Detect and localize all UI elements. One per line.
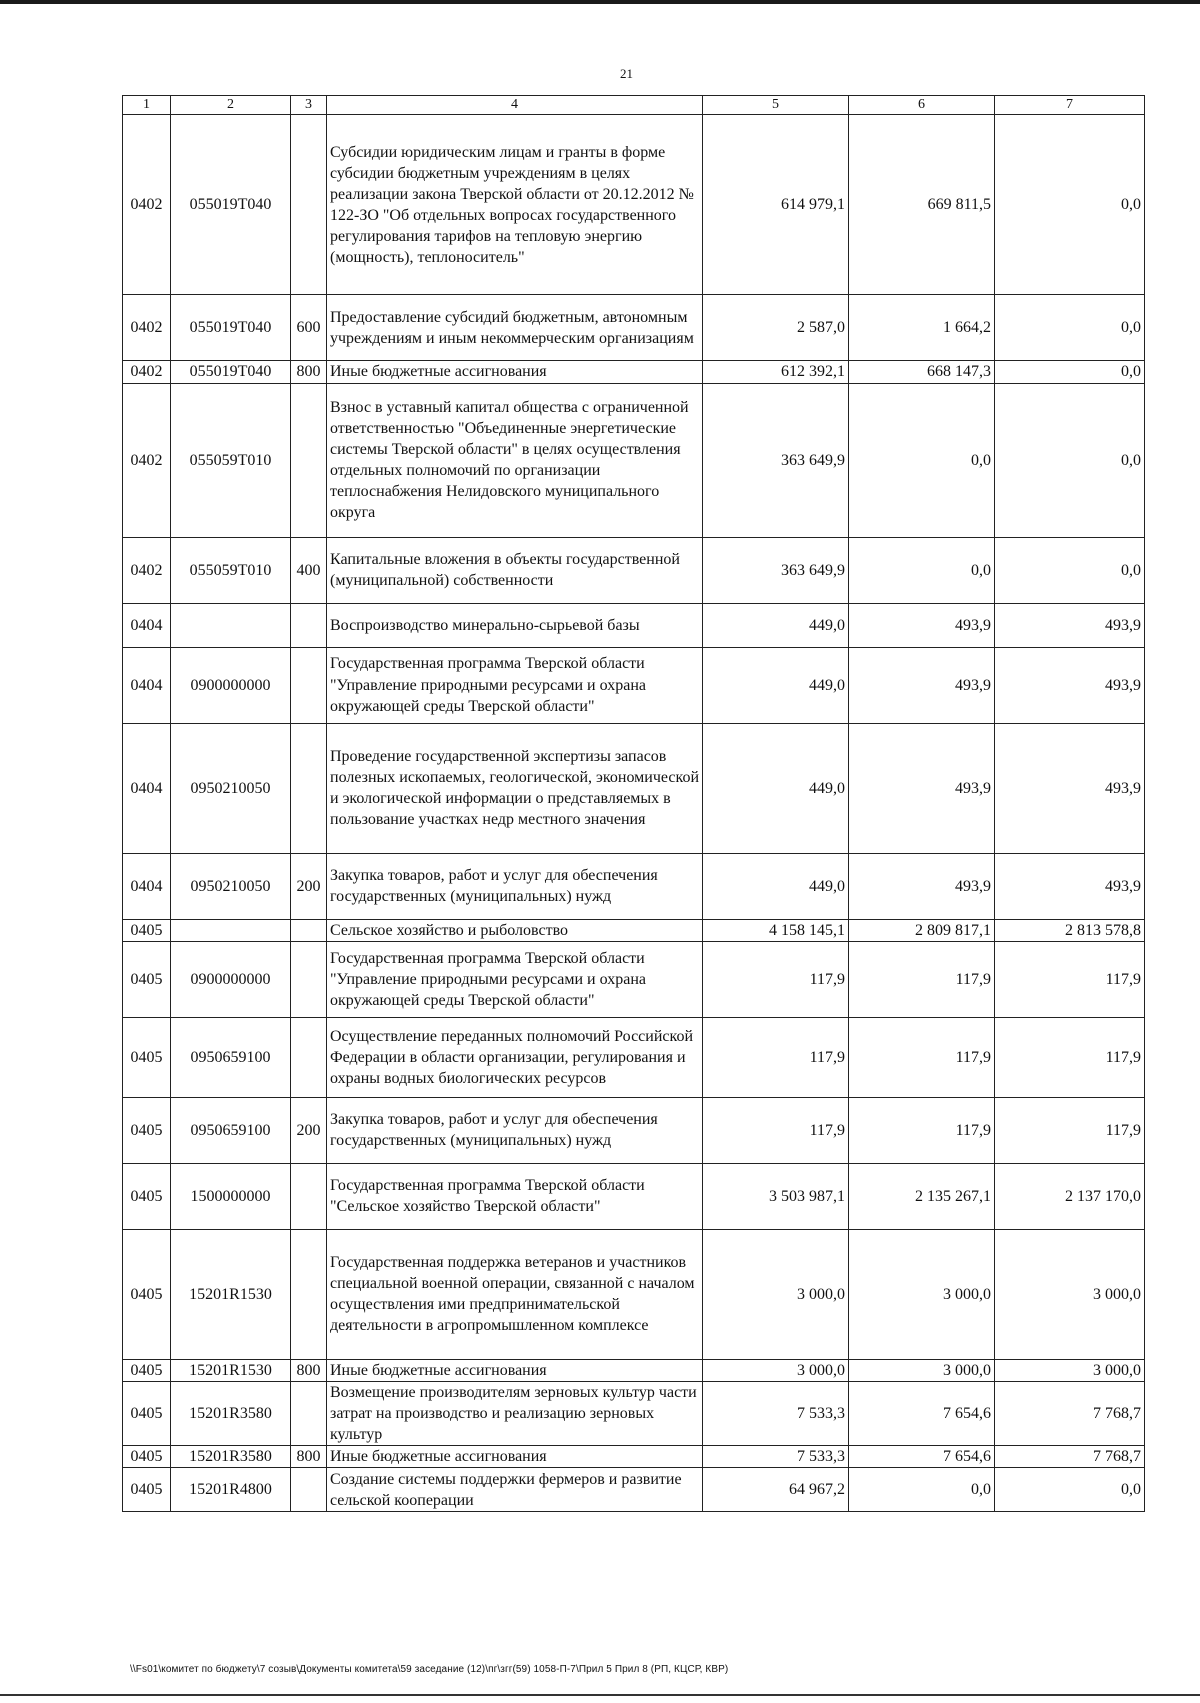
amount-col7: 117,9 — [995, 941, 1145, 1017]
description: Капитальные вложения в объекты государственной (муниципальной) собственности — [327, 537, 703, 603]
bottom-border-line — [0, 1694, 1200, 1696]
budget-table — [122, 95, 1145, 1512]
code-expense-type — [291, 941, 327, 1017]
description: Предоставление субсидий бюджетным, автономным учреждениям и иным некоммерческим организациям — [327, 295, 703, 361]
description: Иные бюджетные ассигнования — [327, 1359, 703, 1381]
code-section: 0404 — [123, 853, 171, 919]
amount-col5: 449,0 — [703, 603, 849, 647]
code-target: 1500000000 — [171, 1163, 291, 1229]
amount-col7: 3 000,0 — [995, 1229, 1145, 1359]
amount-col6: 2 809 817,1 — [849, 919, 995, 941]
amount-col6: 0,0 — [849, 1468, 995, 1512]
description: Проведение государственной экспертизы запасов полезных ископаемых, геологической, экономической и экологической информации о представляемых в пользование участках недр местного значения — [327, 723, 703, 853]
amount-col6: 493,9 — [849, 647, 995, 723]
amount-col5: 3 000,0 — [703, 1229, 849, 1359]
amount-col7: 0,0 — [995, 115, 1145, 295]
amount-col6: 7 654,6 — [849, 1381, 995, 1445]
amount-col6: 3 000,0 — [849, 1229, 995, 1359]
code-expense-type — [291, 647, 327, 723]
table-row — [123, 537, 1145, 603]
amount-col5: 614 979,1 — [703, 115, 849, 295]
description: Закупка товаров, работ и услуг для обеспечения государственных (муниципальных) нужд — [327, 1097, 703, 1163]
amount-col7: 493,9 — [995, 647, 1145, 723]
amount-col7: 117,9 — [995, 1097, 1145, 1163]
column-header: 5 — [703, 96, 849, 115]
table-row — [123, 1229, 1145, 1359]
table-row — [123, 941, 1145, 1017]
code-section: 0405 — [123, 941, 171, 1017]
table-row — [123, 115, 1145, 295]
code-expense-type — [291, 383, 327, 537]
description: Государственная поддержка ветеранов и участников специальной военной операции, связанной с началом осуществления ими предпринимательской деятельности в агропромышленном комплексе — [327, 1229, 703, 1359]
code-target: 15201R3580 — [171, 1446, 291, 1468]
code-target: 0900000000 — [171, 941, 291, 1017]
column-header: 3 — [291, 96, 327, 115]
code-section: 0405 — [123, 1229, 171, 1359]
amount-col7: 2 137 170,0 — [995, 1163, 1145, 1229]
code-expense-type: 400 — [291, 537, 327, 603]
code-target: 055059Т010 — [171, 537, 291, 603]
table-row — [123, 723, 1145, 853]
code-section: 0405 — [123, 1468, 171, 1512]
table-row — [123, 1381, 1145, 1445]
description: Осуществление переданных полномочий Российской Федерации в области организации, регулирования и охраны водных биологических ресурсов — [327, 1017, 703, 1097]
code-target: 055019Т040 — [171, 295, 291, 361]
amount-col6: 669 811,5 — [849, 115, 995, 295]
code-expense-type: 800 — [291, 1359, 327, 1381]
amount-col7: 2 813 578,8 — [995, 919, 1145, 941]
amount-col5: 117,9 — [703, 1017, 849, 1097]
table-row — [123, 919, 1145, 941]
code-expense-type — [291, 1163, 327, 1229]
code-expense-type: 200 — [291, 1097, 327, 1163]
amount-col6: 117,9 — [849, 1017, 995, 1097]
code-section: 0402 — [123, 383, 171, 537]
amount-col5: 117,9 — [703, 1097, 849, 1163]
amount-col6: 668 147,3 — [849, 361, 995, 383]
amount-col7: 493,9 — [995, 723, 1145, 853]
column-header: 4 — [327, 96, 703, 115]
column-number-row — [123, 96, 1145, 115]
code-section: 0404 — [123, 647, 171, 723]
amount-col7: 0,0 — [995, 1468, 1145, 1512]
amount-col7: 0,0 — [995, 537, 1145, 603]
table-row — [123, 1446, 1145, 1468]
amount-col6: 3 000,0 — [849, 1359, 995, 1381]
amount-col5: 449,0 — [703, 647, 849, 723]
amount-col5: 4 158 145,1 — [703, 919, 849, 941]
amount-col7: 7 768,7 — [995, 1381, 1145, 1445]
code-target: 055019Т040 — [171, 361, 291, 383]
code-expense-type — [291, 1381, 327, 1445]
amount-col6: 117,9 — [849, 1097, 995, 1163]
amount-col5: 117,9 — [703, 941, 849, 1017]
description: Создание системы поддержки фермеров и развитие сельской кооперации — [327, 1468, 703, 1512]
amount-col5: 7 533,3 — [703, 1446, 849, 1468]
description: Сельское хозяйство и рыболовство — [327, 919, 703, 941]
code-section: 0405 — [123, 919, 171, 941]
amount-col7: 3 000,0 — [995, 1359, 1145, 1381]
column-header: 2 — [171, 96, 291, 115]
column-header: 1 — [123, 96, 171, 115]
code-target: 15201R1530 — [171, 1229, 291, 1359]
amount-col5: 363 649,9 — [703, 537, 849, 603]
amount-col7: 0,0 — [995, 361, 1145, 383]
code-section: 0405 — [123, 1097, 171, 1163]
description: Взнос в уставный капитал общества с ограниченной ответственностью "Объединенные энергетические системы Тверской области" в целях осуществления отдельных полномочий по организации теплоснабжения Нелидовского муниципального округа — [327, 383, 703, 537]
code-section: 0402 — [123, 295, 171, 361]
amount-col6: 2 135 267,1 — [849, 1163, 995, 1229]
amount-col5: 3 503 987,1 — [703, 1163, 849, 1229]
amount-col7: 7 768,7 — [995, 1446, 1145, 1468]
code-target: 055059Т010 — [171, 383, 291, 537]
description: Возмещение производителям зерновых культур части затрат на производство и реализацию зерновых культур — [327, 1381, 703, 1445]
amount-col7: 117,9 — [995, 1017, 1145, 1097]
amount-col5: 449,0 — [703, 723, 849, 853]
amount-col6: 117,9 — [849, 941, 995, 1017]
code-section: 0405 — [123, 1381, 171, 1445]
code-expense-type: 800 — [291, 1446, 327, 1468]
code-target: 15201R4800 — [171, 1468, 291, 1512]
description: Иные бюджетные ассигнования — [327, 361, 703, 383]
code-section: 0402 — [123, 115, 171, 295]
code-section: 0405 — [123, 1017, 171, 1097]
table-row — [123, 1163, 1145, 1229]
code-target — [171, 603, 291, 647]
code-expense-type — [291, 723, 327, 853]
code-expense-type — [291, 1229, 327, 1359]
code-section: 0402 — [123, 537, 171, 603]
description: Закупка товаров, работ и услуг для обеспечения государственных (муниципальных) нужд — [327, 853, 703, 919]
description: Иные бюджетные ассигнования — [327, 1446, 703, 1468]
code-target: 0950210050 — [171, 723, 291, 853]
code-expense-type — [291, 115, 327, 295]
table-row — [123, 383, 1145, 537]
code-target: 055019Т040 — [171, 115, 291, 295]
amount-col7: 0,0 — [995, 383, 1145, 537]
amount-col7: 493,9 — [995, 603, 1145, 647]
table-row — [123, 603, 1145, 647]
table-row — [123, 1359, 1145, 1381]
code-expense-type — [291, 603, 327, 647]
table-row — [123, 361, 1145, 383]
amount-col6: 493,9 — [849, 853, 995, 919]
code-target: 15201R1530 — [171, 1359, 291, 1381]
code-section: 0405 — [123, 1446, 171, 1468]
code-section: 0405 — [123, 1163, 171, 1229]
table-row — [123, 1097, 1145, 1163]
code-target: 0900000000 — [171, 647, 291, 723]
amount-col6: 0,0 — [849, 383, 995, 537]
description: Субсидии юридическим лицам и гранты в форме субсидии бюджетным учреждениям в целях реализации закона Тверской области от 20.12.2012 № 122-ЗО "Об отдельных вопросах государственного регулирования тарифов на тепловую энергию (мощность), теплоноситель" — [327, 115, 703, 295]
top-border-line — [0, 0, 1200, 4]
column-header: 6 — [849, 96, 995, 115]
code-target: 0950210050 — [171, 853, 291, 919]
amount-col7: 0,0 — [995, 295, 1145, 361]
amount-col6: 0,0 — [849, 537, 995, 603]
page-number: 21 — [620, 66, 633, 81]
table-row — [123, 295, 1145, 361]
code-target: 0950659100 — [171, 1097, 291, 1163]
code-target: 15201R3580 — [171, 1381, 291, 1445]
amount-col6: 493,9 — [849, 723, 995, 853]
amount-col5: 7 533,3 — [703, 1381, 849, 1445]
code-section: 0404 — [123, 723, 171, 853]
amount-col5: 2 587,0 — [703, 295, 849, 361]
code-expense-type: 200 — [291, 853, 327, 919]
description: Государственная программа Тверской области "Сельское хозяйство Тверской области" — [327, 1163, 703, 1229]
code-section: 0402 — [123, 361, 171, 383]
table-row — [123, 647, 1145, 723]
column-header: 7 — [995, 96, 1145, 115]
amount-col7: 493,9 — [995, 853, 1145, 919]
amount-col5: 363 649,9 — [703, 383, 849, 537]
description: Воспроизводство минерально-сырьевой базы — [327, 603, 703, 647]
file-path-footer: \\Fs01\комитет по бюджету\7 созыв\Документы комитета\59 заседание (12)\пг\згг(59) 1058-П-7\Прил 5 Прил 8 (РП, КЦСР, КВР) — [130, 1664, 729, 1675]
table-row — [123, 1468, 1145, 1512]
description: Государственная программа Тверской области "Управление природными ресурсами и охрана окружающей среды Тверской области" — [327, 647, 703, 723]
code-expense-type: 800 — [291, 361, 327, 383]
code-target: 0950659100 — [171, 1017, 291, 1097]
code-expense-type — [291, 919, 327, 941]
description: Государственная программа Тверской области "Управление природными ресурсами и охрана окружающей среды Тверской области" — [327, 941, 703, 1017]
table-row — [123, 1017, 1145, 1097]
code-expense-type — [291, 1468, 327, 1512]
amount-col5: 449,0 — [703, 853, 849, 919]
amount-col6: 7 654,6 — [849, 1446, 995, 1468]
code-target — [171, 919, 291, 941]
amount-col5: 3 000,0 — [703, 1359, 849, 1381]
table-row — [123, 853, 1145, 919]
code-section: 0404 — [123, 603, 171, 647]
code-expense-type — [291, 1017, 327, 1097]
amount-col6: 493,9 — [849, 603, 995, 647]
amount-col6: 1 664,2 — [849, 295, 995, 361]
amount-col5: 612 392,1 — [703, 361, 849, 383]
code-expense-type: 600 — [291, 295, 327, 361]
code-section: 0405 — [123, 1359, 171, 1381]
amount-col5: 64 967,2 — [703, 1468, 849, 1512]
